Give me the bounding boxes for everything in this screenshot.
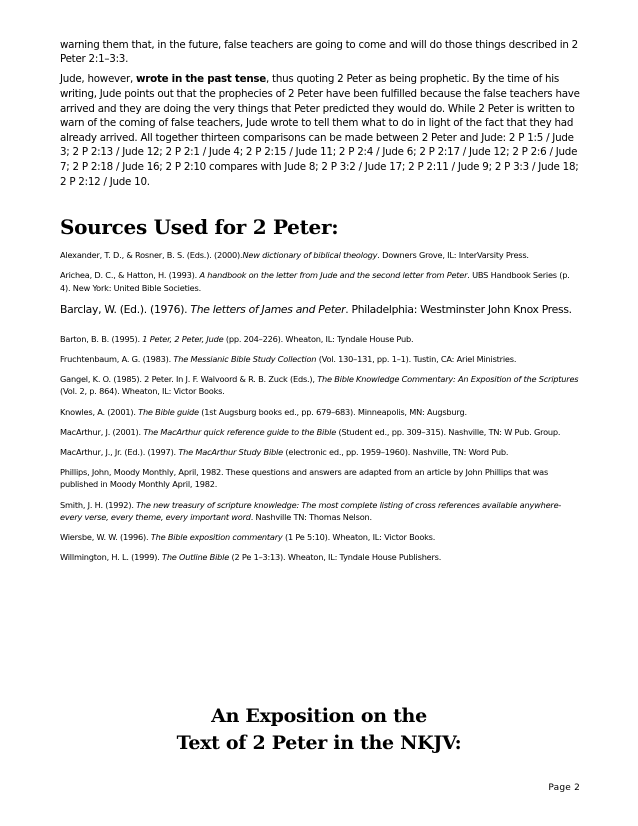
reference-item: Smith, J. H. (1992). The new treasury of scripture knowledge: The most complete listing of cross references available anywhere- every verse, every theme, every important word. Nashville TN: Thomas Nelson. [60, 499, 562, 522]
reference-item: Gangel, K. O. (1985). 2 Peter. In J. F. Walvoord & R. B. Zuck (Eds.), The Bible Knowledge Commentary: An Exposition of the Scriptures (Vol. 2, p. 864). Wheaton, IL: Victor Books. [60, 374, 579, 397]
exposition-heading-line-2: Text of 2 Peter in the NKJV: [176, 732, 462, 754]
reference-item: Willmington, H. L. (1999). The Outline Bible (2 Pe 1–3:13). Wheaton, IL: Tyndale House Publishers. [60, 552, 442, 563]
intro-paragraph-2-start: Jude, however, [60, 73, 137, 86]
exposition-heading-line-1: An Exposition on the [211, 705, 427, 727]
intro-paragraph-2-emphasis: wrote in the past tense [136, 73, 267, 86]
reference-item: Alexander, T. D., & Rosner, B. S. (Eds.). (2000).New dictionary of biblical theology. Downers Grove, IL: InterVarsity Press. [60, 250, 529, 261]
reference-item: Knowles, A. (2001). The Bible guide (1st Augsburg books ed., pp. 679–683). Minneapolis, MN: Augsburg. [60, 406, 467, 417]
reference-item: Barclay, W. (Ed.). (1976). The letters of James and Peter. Philadelphia: Westminster John Knox Press. [60, 302, 572, 316]
reference-item: Arichea, D. C., & Hatton, H. (1993). A handbook on the letter from Jude and the second letter from Peter. UBS Handbook Series (p. 4). New York: United Bible Societies. [60, 270, 570, 293]
reference-item: MacArthur, J., Jr. (Ed.). (1997). The MacArthur Study Bible (electronic ed., pp. 1959–1960). Nashville, TN: Word Pub. [60, 446, 509, 457]
intro-paragraph-1: warning them that, in the future, false teachers are going to come and will do those things described in 2 Peter 2:1–3:3. [60, 39, 578, 66]
intro-paragraph-2-rest: , thus quoting 2 Peter as being prophetic. By the time of his writing, Jude points out that the prophecies of 2 Peter have been fulfilled because the false teachers have arrived and they are doing the very things that Peter predicted they would do. While 2 Peter is written to warn of the coming of false teachers, Jude wrote to tell them what to do in light of the fact that they had already arrived. All together thirteen comparisons can be made between 2 Peter and Jude: 2 P 1:5 / Jude 3; 2 P 2:13 / Jude 12; 2 P 2:1 / Jude 4; 2 P 2:15 / Jude 11; 2 P 2:4 / Jude 6; 2 P 2:17 / Jude 12; 2 P 2:6 / Jude 7; 2 P 2:18 / Jude 16; 2 P 2:10 compares with Jude 8; 2 P 3:2 / Jude 17; 2 P 2:11 / Jude 9; 2 P 3:3 / Jude 18; 2 P 2:12 / Jude 10. [60, 73, 580, 188]
reference-list [60, 249, 580, 563]
reference-item: Wiersbe, W. W. (1996). The Bible exposition commentary (1 Pe 5:10). Wheaton, IL: Victor Books. [60, 532, 436, 542]
reference-item: Fruchtenbaum, A. G. (1983). The Messianic Bible Study Collection (Vol. 130–131, pp. 1–1). Tustin, CA: Ariel Ministries. [60, 353, 517, 364]
intro-paragraph-2 [60, 72, 580, 189]
page-number: Page 2 [548, 783, 580, 793]
page-body [60, 38, 580, 571]
reference-item: MacArthur, J. (2001). The MacArthur quick reference guide to the Bible (Student ed., pp. 309–315). Nashville, TN: W Pub. Group. [60, 426, 561, 437]
exposition-heading [0, 703, 638, 757]
sources-heading: Sources Used for 2 Peter: [60, 215, 339, 240]
reference-item: Phillips, John, Moody Monthly, April, 1982. These questions and answers are adapted from an article by John Phillips that was published in Moody Monthly April, 1982. [60, 467, 549, 490]
reference-item: Barton, B. B. (1995). 1 Peter, 2 Peter, Jude (pp. 204–226). Wheaton, IL: Tyndale House Pub. [60, 333, 414, 344]
